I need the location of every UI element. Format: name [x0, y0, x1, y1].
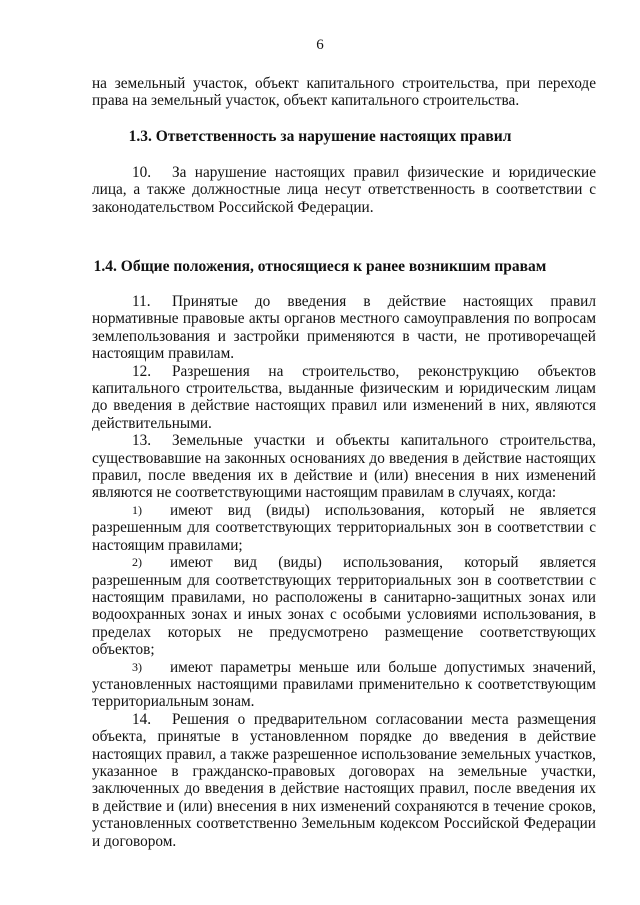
item-11 [92, 293, 596, 363]
sub-2-text: разрешенным для соответствующих территориальных зон в соответствии с настоящим правилами, но расположены в санитарно-защитных зонах или водоохранных зонах и иных зонах с особыми условиями использования, в пределах которых не предусмотрено размещение соответствующих объектов; [92, 571, 596, 659]
sub-3-number: 3) [132, 659, 142, 674]
intro-line-2: права на земельный участок, объект капитального строительства. [92, 92, 520, 110]
item-13-sub-2 [92, 554, 596, 658]
item-13-text: существовавшие на законных основаниях до введения в действие настоящих правил, после введения их в действие и (или) внесения в них изменений являются не соответствующими настоящим правилам в случаях, когда: [92, 449, 596, 502]
item-12-text: капитального строительства, выданные физическим и юридическим лицам до введения в действие настоящих правил или изменений в них, являются действительными. [92, 380, 596, 432]
section-1-4-heading: 1.4. Общие положения, относящиеся к ранее возникшим правам [93, 258, 547, 275]
sub-1-text: разрешенным для соответствующих территориальных зон в соответствии с настоящим правилами; [92, 519, 596, 554]
item-13-number: 13. [132, 432, 152, 450]
item-11-number: 11. [132, 293, 151, 310]
item-10-first-line: За нарушение настоящих правил физические и юридические [172, 164, 596, 181]
intro-line-1: на земельный участок, объект капитального строительства, при переходе [92, 75, 596, 92]
item-14 [92, 711, 596, 850]
item-11-text: нормативные правовые акты органов местного самоуправления по вопросам землепользования и застройки применяются в части, не противоречащей настоящим правилам. [92, 310, 596, 363]
item-14-first-line: Решения о предварительном согласовании места размещения [172, 710, 596, 728]
sub-1-number: 1) [132, 502, 142, 517]
page-number: 6 [316, 37, 324, 53]
item-12-first-line: Разрешения на строительство, реконструкцию объектов [172, 362, 596, 380]
sub-3-first-line: имеют параметры меньше или больше допустимых значений, [170, 658, 596, 676]
intro-paragraph [92, 75, 596, 110]
item-12-number: 12. [132, 362, 152, 380]
item-10-line-2: лица, а также должностные лица несут ответственность в соответствии с [92, 181, 596, 199]
item-13-first-line: Земельные участки и объекты капитального строительства, [172, 432, 596, 450]
item-13 [92, 432, 596, 711]
item-13-sub-1 [92, 502, 596, 554]
sub-2-number: 2) [132, 555, 142, 570]
item-14-number: 14. [132, 710, 152, 728]
sub-2-first-line: имеют вид (виды) использования, который является [170, 554, 596, 572]
section-1-3-heading: 1.3. Ответственность за нарушение настоящих правил [128, 128, 512, 145]
item-10 [92, 164, 596, 216]
item-11-first-line: Принятые до введения в действие настоящих правил [172, 293, 596, 310]
item-10-number: 10. [132, 164, 152, 181]
item-14-text: объекта, принятые в установленном порядке до введения в действие настоящих правил, а также разрешенное использование земельных участков, указанное в гражданско-правовых договорах на земельные участки, заключенных до введения в действие настоящих правил, после введения их в действие и (или) внесения в них изменений сохраняются в течение сроков, установленных соответственно Земельным кодексом Российской Федерации и договором. [92, 728, 596, 850]
section-1-4-body [92, 293, 596, 850]
item-12 [92, 363, 596, 433]
sub-3-text: установленных настоящими правилами применительно к соответствующим территориальным зонам. [92, 675, 596, 711]
sub-1-first-line: имеют вид (виды) использования, который не является [170, 501, 596, 519]
item-13-sub-3 [92, 659, 596, 711]
item-10-line-3: законодательством Российской Федерации. [92, 198, 374, 216]
